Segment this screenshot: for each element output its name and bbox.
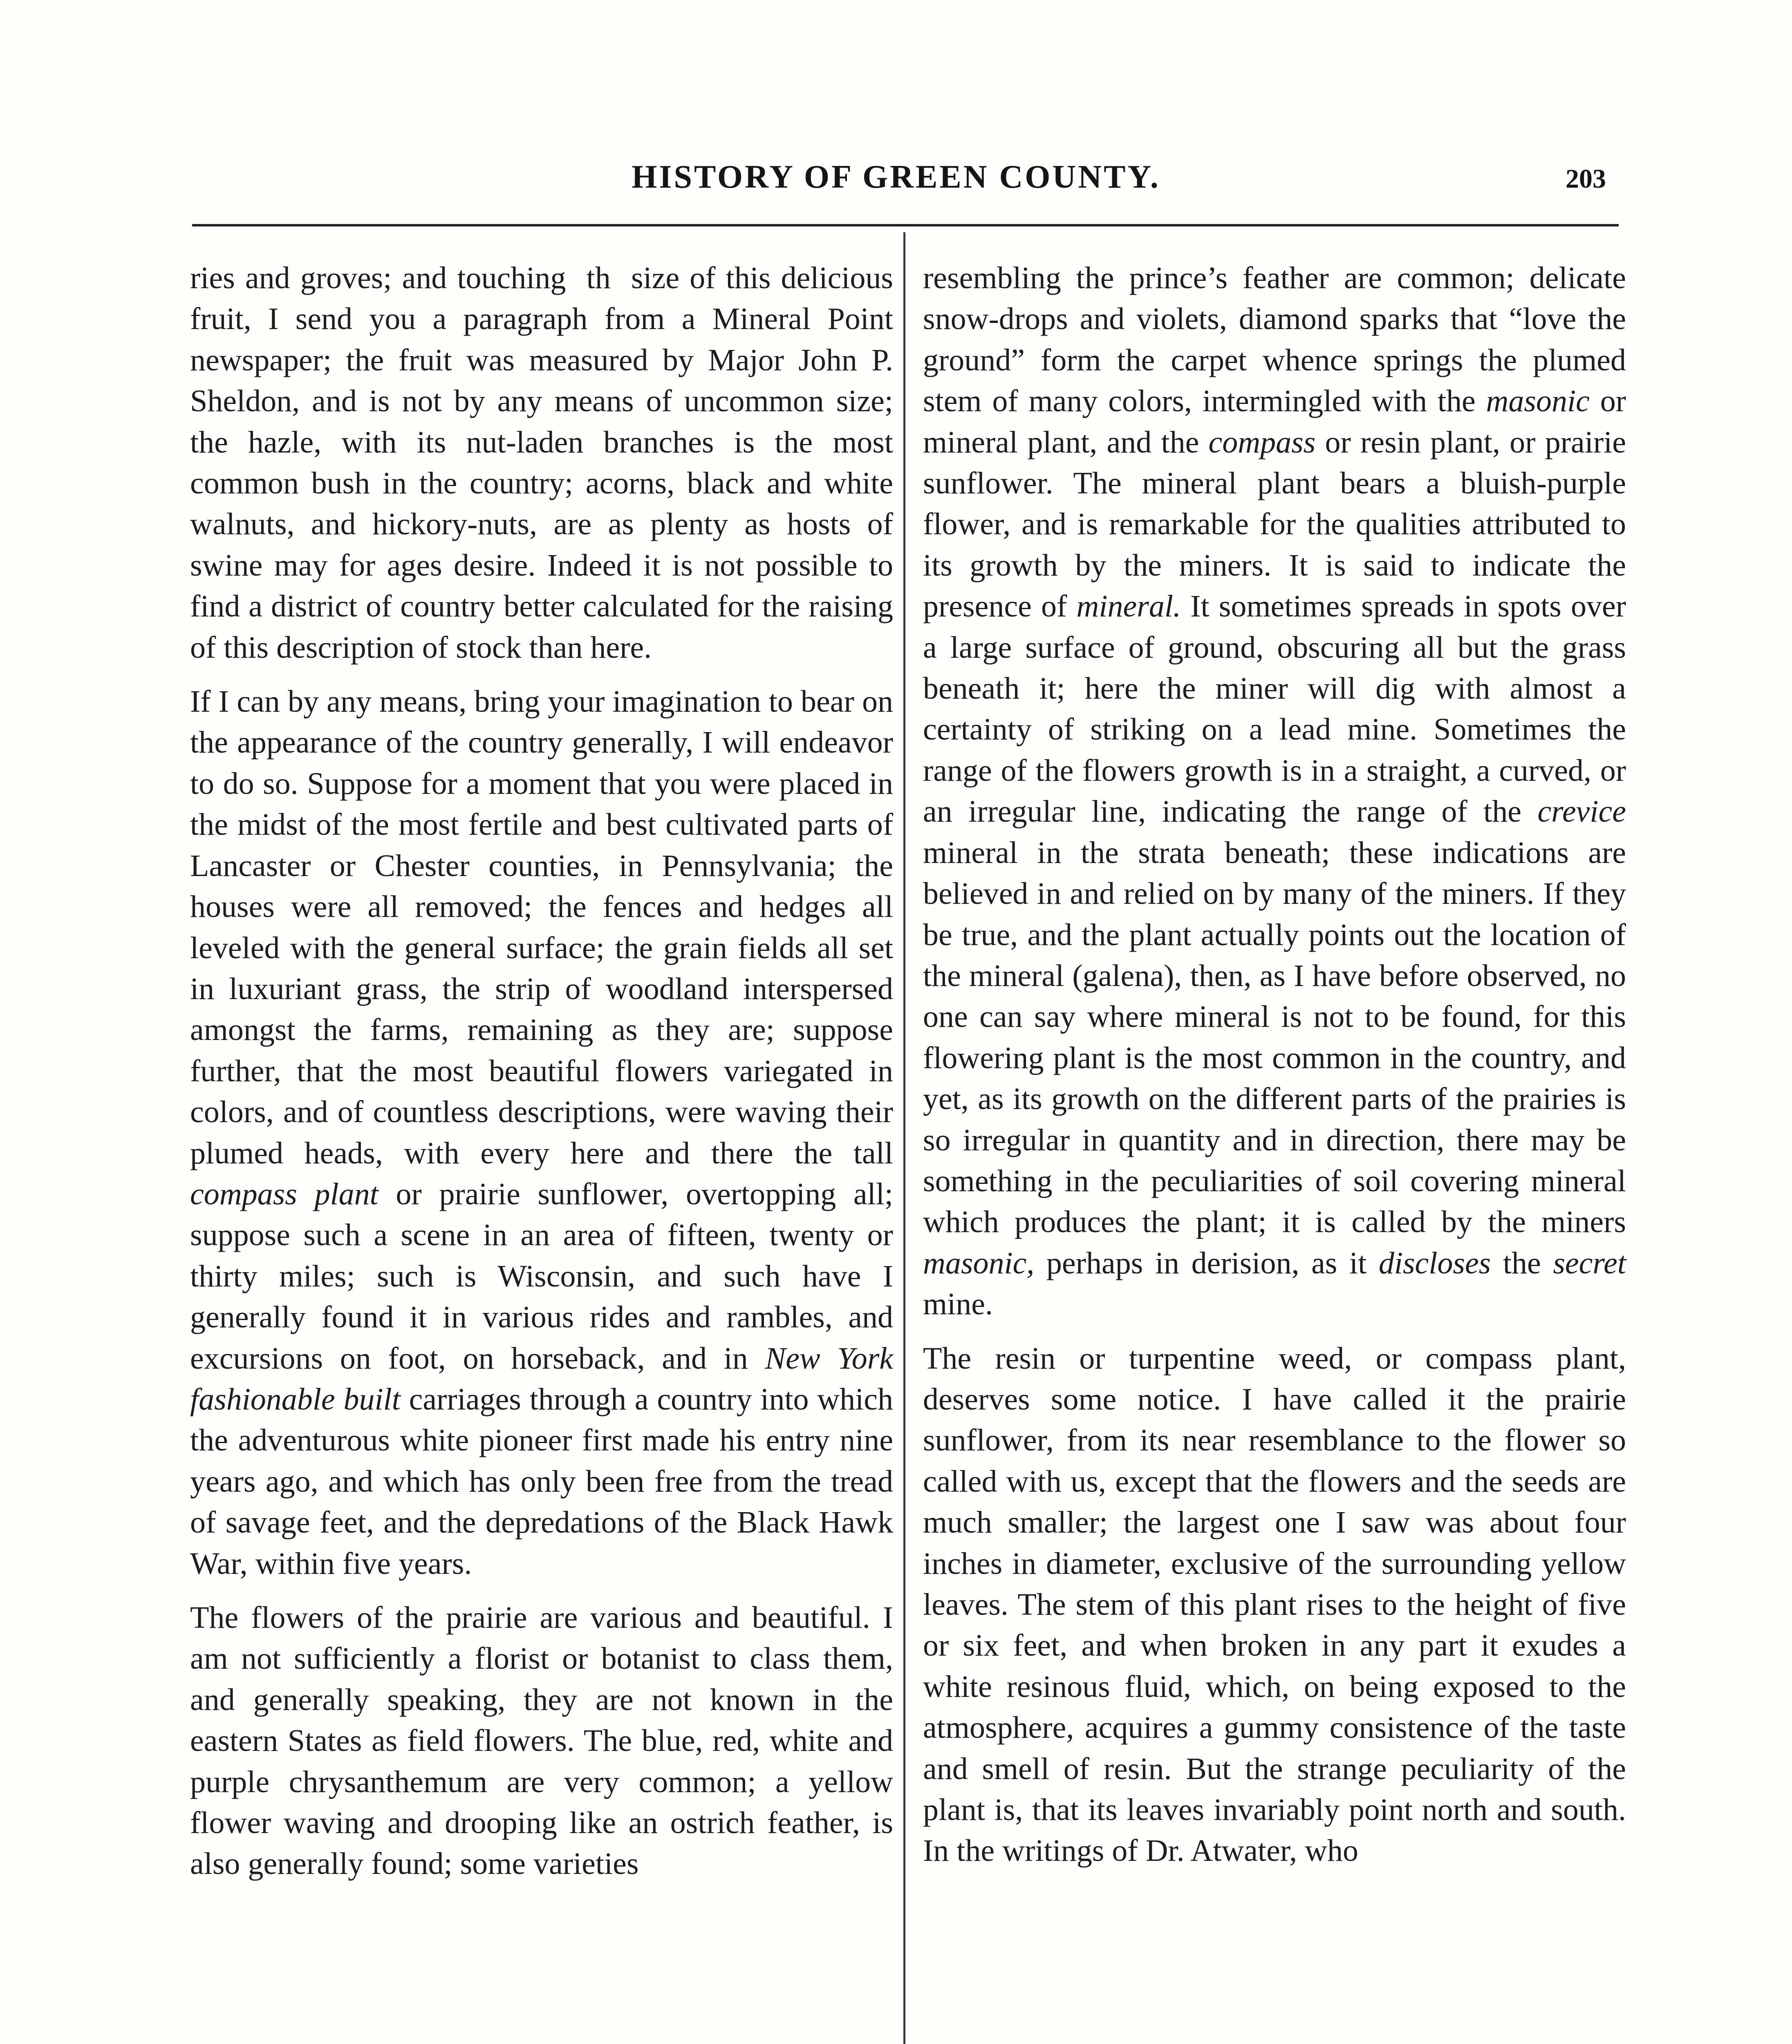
left-column (190, 258, 893, 1898)
italic-compass: compass (1208, 425, 1316, 459)
header-rule (192, 224, 1619, 226)
italic-mineral: mineral. (1076, 589, 1181, 624)
right-p1-d: It sometimes spreads in spots over a large surface of ground, obscuring all but the grass beneath it; here the miner will dig with almost a certainty of striking on a lead mine. Sometimes the range of the flowers growth is in a straight, a curved, or an irregular line, indicating the range of the (923, 589, 1626, 829)
left-paragraph-3: The flowers of the prairie are various and beautiful. I am not sufficiently a florist or botanist to class them, and generally speaking, they are not known in the eastern States as field flowers. The blue, red, white and purple chrysanthemum are very common; a yellow flower waving and drooping like an ostrich feather, is also generally found; some varieties (190, 1600, 893, 1881)
column-divider (903, 232, 905, 2044)
right-column (923, 258, 1626, 1885)
left-paragraph-2-mid: or prairie sunflower, overtopping all; suppose such a scene in an area of fifteen, twenty or thirty miles; such is Wisconsin, and such have I generally found it in various rides and rambles, and excursions on foot, on horseback, and in (190, 1177, 894, 1376)
page-number: 203 (1566, 164, 1606, 194)
right-p1-b: or mineral plant, and the (923, 384, 1626, 459)
left-paragraph-2 (190, 681, 893, 1584)
right-p1-e: mineral in the strata beneath; these indications are believed in and relied on by many of the miners. If they be true, and the plant actually points out the location of the mineral (galena), then, as I have before observed, no one can say where mineral is not to be found, for this flowering plant is the most common in the country, and yet, as its growth on the different parts of the prairies is so irregular in quantity and in direction, there may be something in the peculiarities of soil covering mineral which produces the plant; it is called by the miners (923, 835, 1626, 1239)
italic-new-york-fashionable: New York fashionable built (190, 1341, 893, 1416)
italic-masonic-2: masonic, (923, 1246, 1035, 1280)
left-paragraph-2-end: carriages through a country into which the adventurous white pioneer first made his entry nine years ago, and which has only been free from the tread of savage feet, and the depredations of the Black Hawk War, within five years. (190, 1382, 894, 1581)
left-paragraph-1: ries and groves; and touching th size of this delicious fruit, I send you a paragraph from a Mineral Point newspaper; the fruit was measured by Major John P. Sheldon, and is not by any means of uncommon size; the hazle, with its nut-laden branches is the most common bush in the country; acorns, black and white walnuts, and hickory-nuts, are as plenty as hosts of swine may for ages desire. Indeed it is not possible to find a district of country better calculated for the raising of this description of stock than here. (190, 261, 893, 665)
italic-discloses: discloses (1378, 1246, 1491, 1280)
right-p1-h: mine. (923, 1287, 993, 1322)
italic-crevice: crevice (1537, 794, 1626, 829)
right-paragraph-2: The resin or turpentine weed, or compass plant, deserves some notice. I have called it the prairie sunflower, from its near resemblance to the flower so called with us, except that the flowers and the seeds are much smaller; the largest one I saw was about four inches in diameter, exclusive of the surrounding yellow leaves. The stem of this plant rises to the height of five or six feet, and when broken in any part it exudes a white resinous fluid, which, on being exposed to the atmosphere, acquires a gummy consistence of the taste and smell of resin. But the strange peculiarity of the plant is, that its leaves invariably point north and south. In the writings of Dr. Atwater, who (923, 1341, 1626, 1868)
right-p1-a: resembling the prince’s feather are common; delicate snow-drops and violets, diamond sparks that “love the ground” form the carpet whence springs the plumed stem of many colors, intermingled with the (923, 261, 1626, 419)
right-p1-f: perhaps in derision, as it (1034, 1246, 1379, 1280)
running-header-title: HISTORY OF GREEN COUNTY. (632, 159, 1160, 195)
italic-compass-plant: compass plant (190, 1177, 379, 1211)
right-p1-g: the (1491, 1246, 1553, 1280)
right-p1-c: or resin plant, or prairie sunflower. The mineral plant bears a bluish-purple flower, and is remarkable for the qualities attributed to its growth by the miners. It is said to indicate the presence of (923, 425, 1626, 624)
italic-secret: secret (1553, 1246, 1626, 1280)
right-paragraph-1 (923, 258, 1626, 1325)
left-paragraph-2-text: If I can by any means, bring your imagination to bear on the appearance of the country generally, I will endeavor to do so. Suppose for a moment that you were placed in the midst of the most fertile and best cultivated parts of Lancaster or Chester counties, in Pennsylvania; the houses were all removed; the fences and hedges all leveled with the general surface; the grain fields all set in luxuriant grass, the strip of woodland interspersed amongst the farms, remaining as they are; suppose further, that the most beautiful flowers variegated in colors, and of countless descriptions, were waving their plumed heads, with every here and there the tall (190, 684, 893, 1170)
italic-masonic: masonic (1486, 384, 1590, 419)
